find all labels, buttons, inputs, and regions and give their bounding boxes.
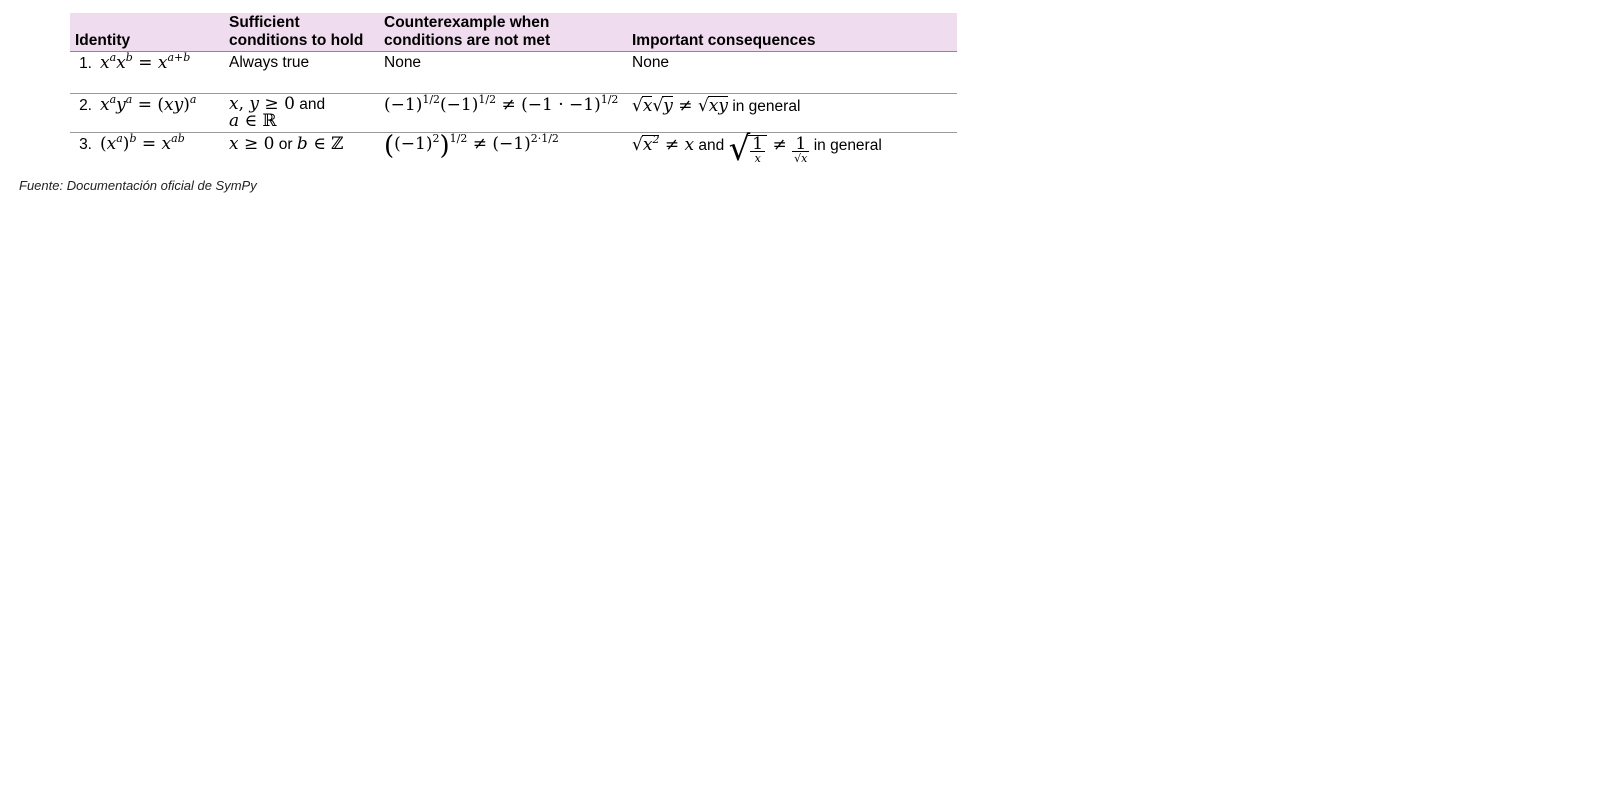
header-conditions: Sufficient conditions to hold bbox=[229, 14, 364, 49]
condition-cell bbox=[229, 135, 344, 154]
consequence-word: and bbox=[698, 137, 725, 154]
header-counterexample: Counterexample when conditions are not met bbox=[384, 14, 551, 49]
counterexample-cell bbox=[384, 131, 559, 161]
consequence-cell: None bbox=[632, 54, 670, 71]
consequence-word: in general bbox=[813, 137, 882, 154]
consequence-word: in general bbox=[732, 98, 801, 115]
consequence-formula: $√x^2 \ne x$ bbox=[632, 133, 695, 155]
condition-cell bbox=[229, 96, 325, 130]
row-number: 1. bbox=[79, 55, 92, 72]
identity-cell bbox=[62, 132, 185, 154]
identity-cell bbox=[62, 51, 191, 73]
condition-math: x, y ≥ 0 bbox=[229, 94, 295, 114]
identities-table bbox=[70, 13, 957, 173]
counterexample-cell bbox=[384, 93, 619, 115]
consequence-cell bbox=[632, 96, 800, 116]
table-row bbox=[70, 52, 957, 94]
condition-word: or bbox=[278, 136, 293, 153]
header-identity: Identity bbox=[75, 32, 131, 49]
consequence-cell bbox=[632, 129, 882, 169]
condition-math: a ∈ ℝ bbox=[229, 111, 277, 131]
source-caption: Fuente: Documentación oficial de SymPy bbox=[19, 178, 257, 193]
condition-word: and bbox=[299, 96, 326, 113]
identity-formula: $x^ax^b = x^{a+b}$ bbox=[100, 51, 191, 73]
table-row bbox=[70, 129, 957, 173]
table-row bbox=[70, 94, 957, 133]
row-number: 3. bbox=[79, 136, 92, 153]
condition-math: b ∈ ℤ bbox=[296, 134, 344, 154]
identity-formula: $(x^a)^b = x^{ab}$ bbox=[100, 132, 185, 154]
condition-math: x ≥ 0 bbox=[229, 134, 275, 154]
header-consequences: Important consequences bbox=[632, 32, 816, 49]
identity-formula: $x^ay^a = (xy)^a$ bbox=[100, 93, 197, 115]
condition-cell: Always true bbox=[229, 54, 310, 71]
row-number: 2. bbox=[79, 97, 92, 114]
identity-cell bbox=[62, 93, 197, 115]
counterexample-formula: $(-1)^{1/2}(-1)^{1/2} \ne (-1 \cdot -1)^{1/2}$ bbox=[384, 93, 619, 115]
consequence-formula: √ $\frac{1}{x}$ ≠ $\frac{1}{√x}$ bbox=[728, 129, 808, 169]
counterexample-formula: $((-1)^2)^{1/2} \ne (-1)^{2\cdot 1/2}$ bbox=[384, 131, 559, 161]
table-header bbox=[70, 13, 957, 52]
counterexample-cell: None bbox=[384, 54, 422, 71]
consequence-formula: √x√y ≠ √xy bbox=[632, 96, 728, 116]
